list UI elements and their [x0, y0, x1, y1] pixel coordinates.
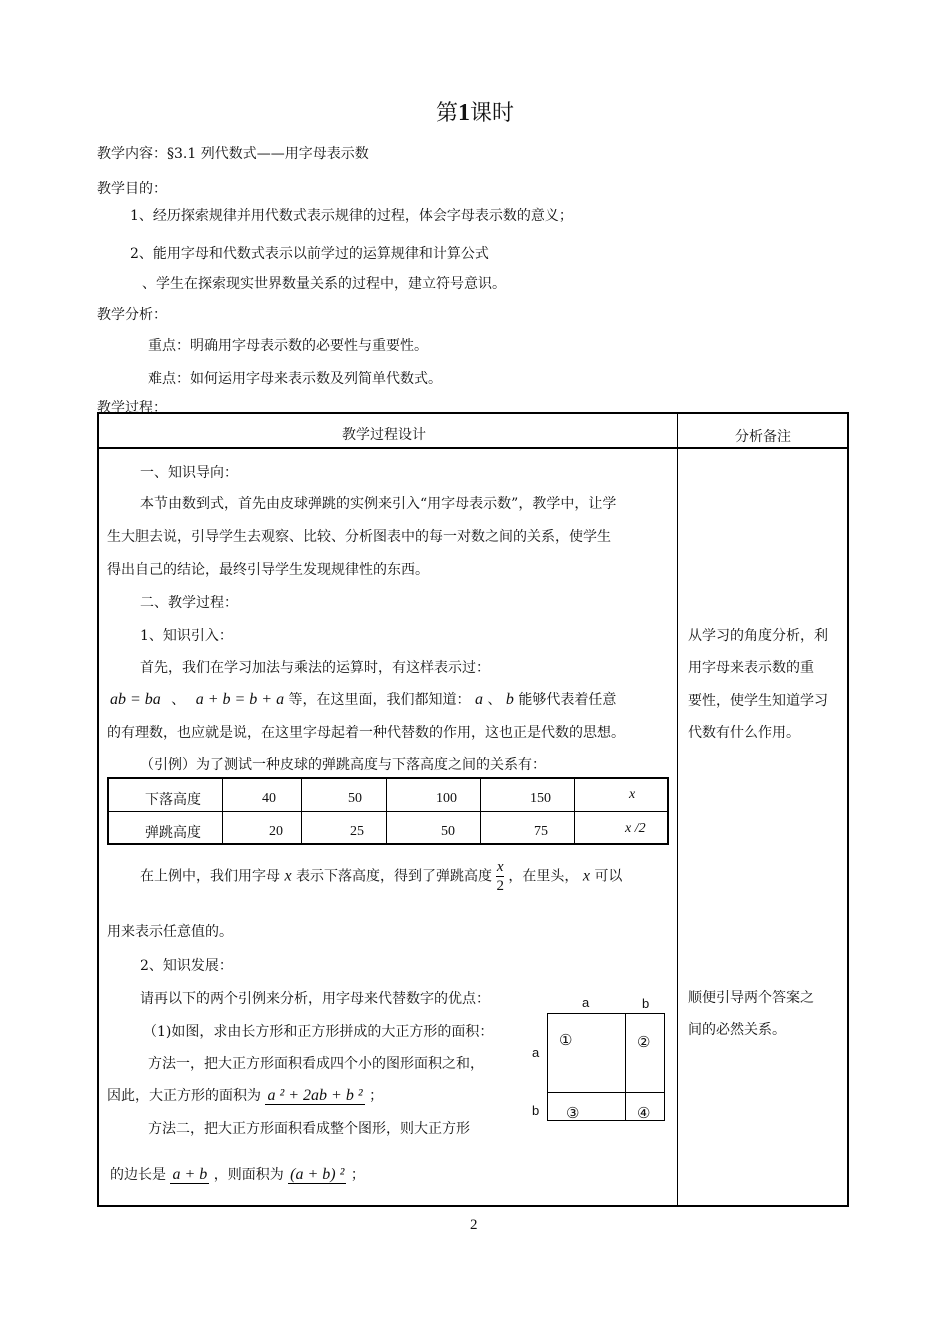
- difficulty-point: 难点：如何运用字母来表示数及列简单代数式。: [148, 371, 442, 387]
- key-point: 重点：明确用字母表示数的必要性与重要性。: [148, 338, 428, 354]
- paragraph-6: 请再以下的两个引例来分析，用字母来代替数字的优点：: [140, 991, 490, 1007]
- figure-label-left-a: a: [532, 1045, 540, 1060]
- paragraph-3c: 的有理数，也应就是说，在这里字母起着一种代替数的作用，这也正是代数的思想。: [107, 725, 625, 741]
- separator: 、: [487, 692, 502, 708]
- paragraph-5e: 用来表示任意值的。: [107, 924, 233, 940]
- example-intro: （引例）为了测试一种皮球的弹跳高度与下落高度之间的关系有：: [140, 757, 546, 773]
- header-design: 教学过程设计: [342, 427, 426, 443]
- fraction-x-over-2: [496, 858, 504, 895]
- table-cell: x /2: [625, 821, 646, 836]
- page-number: 2: [470, 1217, 478, 1233]
- answer-method-2: (a + b) ²: [290, 1166, 345, 1183]
- paragraph-1b: 生大胆去说，引导学生去观察、比较、分析图表中的每一对数之间的关系，使学生: [107, 529, 611, 545]
- page-title: 第1课时: [435, 100, 515, 126]
- section-2-heading: 二、教学过程：: [140, 595, 238, 611]
- region-4: ④: [637, 1104, 651, 1122]
- subsection-2-2: 2、知识发展：: [140, 958, 233, 974]
- table-col-divider: [301, 777, 302, 845]
- paragraph-7: （1)如图，求由长方形和正方形拼成的大正方形的面积：: [143, 1024, 494, 1040]
- note-1c: 要性，使学生知道学习: [688, 693, 828, 709]
- header-divider: [97, 447, 849, 449]
- column-divider: [677, 412, 678, 1207]
- table-cell: 50: [441, 824, 455, 839]
- paragraph-11b: ，则面积为: [213, 1167, 284, 1183]
- analysis-label: 教学分析：: [97, 307, 167, 323]
- table-cell: 150: [530, 791, 551, 806]
- table-cell: 40: [262, 791, 276, 806]
- paragraph-11: [110, 1164, 365, 1184]
- paragraph-9a: 因此，大正方形的面积为: [107, 1088, 261, 1104]
- table-cell: 20: [269, 824, 283, 839]
- table-col-divider: [222, 777, 223, 845]
- paragraph-8: 方法一，把大正方形面积看成四个小的图形面积之和，: [148, 1056, 484, 1072]
- note-2b: 间的必然关系。: [688, 1022, 786, 1038]
- paragraph-9b: ；: [369, 1088, 384, 1104]
- paragraph-1c: 得出自己的结论，最终引导学生发现规律性的东西。: [107, 562, 429, 578]
- paragraph-5c: ，在里头，: [508, 868, 579, 885]
- teaching-content: 教学内容：§3.1 列代数式——用字母表示数: [97, 146, 369, 162]
- paragraph-10: 方法二，把大正方形面积看成整个图形，则大正方形: [148, 1121, 470, 1137]
- table-row-divider: [107, 811, 669, 812]
- paragraph-1a: 本节由数到式，首先由皮球弹跳的实例来引入“用字母表示数”，教学中，让学: [140, 496, 617, 512]
- variable-x: x: [284, 867, 292, 885]
- region-3: ③: [566, 1104, 580, 1122]
- note-1a: 从学习的角度分析，利: [688, 628, 828, 644]
- row-label-bounce-height: 弹跳高度: [145, 825, 201, 841]
- paragraph-9: [107, 1085, 383, 1105]
- goal-3: 、学生在探索现实世界数量关系的过程中，建立符号意识。: [142, 276, 506, 292]
- answer-method-1: a ² + 2ab + b ²: [267, 1087, 363, 1104]
- table-cell: 100: [436, 791, 457, 806]
- row-label-drop-height: 下落高度: [145, 792, 201, 808]
- figure-divider: [547, 1092, 665, 1093]
- variable-b: b: [505, 691, 514, 708]
- variable-x: x: [582, 867, 590, 885]
- figure-label-left-b: b: [532, 1103, 540, 1118]
- table-col-divider: [480, 777, 481, 845]
- process-label: 教学过程：: [97, 400, 167, 416]
- fraction-denominator: 2: [496, 878, 504, 894]
- goal-2: 2、能用字母和代数式表示以前学过的运算规律和计算公式: [130, 246, 489, 262]
- figure-divider: [625, 1013, 626, 1121]
- note-1b: 用字母来表示数的重: [688, 660, 814, 676]
- paragraph-3a: 等，在这里面，我们都知道：: [288, 692, 471, 708]
- table-col-divider: [574, 777, 575, 845]
- note-1d: 代数有什么作用。: [688, 725, 800, 741]
- paragraph-5a: 在上例中，我们用字母: [140, 868, 280, 885]
- formula-commutative-mul: ab = ba: [110, 691, 161, 708]
- formula-commutative-add: a + b = b + a: [195, 691, 285, 708]
- table-cell: 75: [534, 824, 548, 839]
- formula-line: [110, 689, 616, 709]
- note-2a: 顺便引导两个答案之: [688, 990, 814, 1006]
- figure-label-top-a: a: [582, 995, 590, 1010]
- subsection-2-1: 1、知识引入：: [140, 628, 233, 644]
- paragraph-2: 首先，我们在学习加法与乘法的运算时，有这样表示过：: [140, 660, 490, 676]
- paragraph-11c: ；: [350, 1167, 365, 1183]
- separator: 、: [171, 692, 186, 708]
- table-cell: x: [629, 787, 636, 802]
- section-1-heading: 一、知识导向：: [140, 465, 238, 481]
- header-notes: 分析备注: [735, 429, 791, 445]
- paragraph-3b: 能够代表着任意: [518, 692, 617, 708]
- table-col-divider: [386, 777, 387, 845]
- table-cell: 50: [348, 791, 362, 806]
- region-2: ②: [637, 1033, 651, 1051]
- paragraph-11a: 的边长是: [110, 1167, 166, 1183]
- goals-label: 教学目的：: [97, 181, 167, 197]
- answer-side-length: a + b: [172, 1166, 208, 1183]
- fraction-sentence: [140, 858, 622, 895]
- paragraph-5b: 表示下落高度，得到了弹跳高度: [296, 868, 493, 885]
- paragraph-5d: 可以: [594, 868, 623, 885]
- region-1: ①: [559, 1031, 573, 1049]
- table-cell: 25: [350, 824, 364, 839]
- fraction-numerator: x: [496, 859, 504, 875]
- figure-label-top-b: b: [642, 996, 650, 1011]
- variable-a: a: [475, 691, 483, 708]
- goal-1: 1、经历探索规律并用代数式表示规律的过程，体会字母表示数的意义；: [130, 208, 573, 224]
